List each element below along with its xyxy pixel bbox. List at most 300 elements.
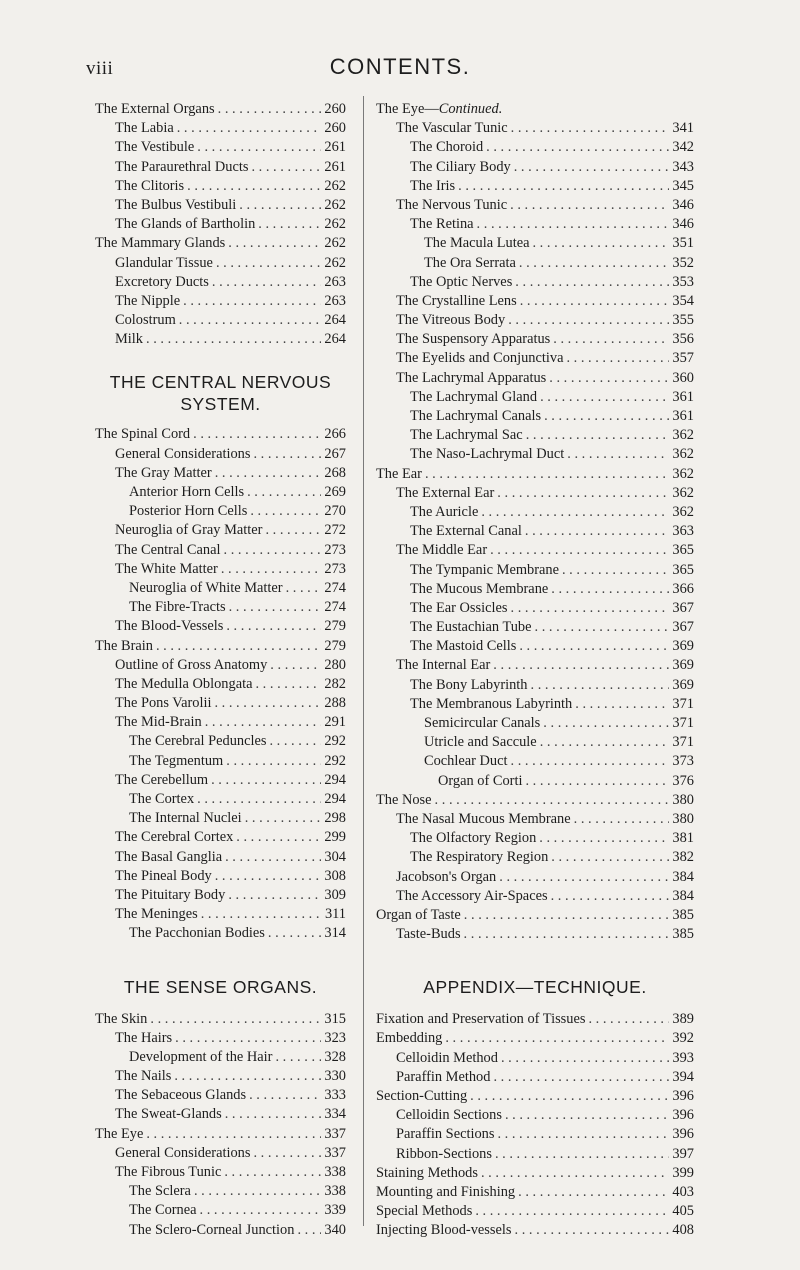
- leader-dots: [215, 867, 322, 886]
- toc-entry: [376, 158, 694, 177]
- toc-entry-page: 384: [672, 868, 694, 885]
- toc-entry-page: 403: [672, 1183, 694, 1200]
- toc-entry: [376, 1183, 694, 1202]
- toc-entry-title: The Tympanic Membrane: [410, 561, 559, 578]
- toc-block-reproductive: [95, 100, 346, 349]
- toc-entry: [95, 924, 346, 943]
- leader-dots: [490, 541, 669, 560]
- toc-entry: [376, 273, 694, 292]
- toc-entry-title: Paraffin Sections: [396, 1126, 495, 1143]
- leader-dots: [245, 809, 322, 828]
- leader-dots: [236, 828, 321, 847]
- toc-block-sense-organs: [95, 1010, 346, 1240]
- toc-entry: [95, 598, 346, 617]
- toc-entry: [95, 1105, 346, 1124]
- toc-entry-title: The Clitoris: [115, 177, 185, 194]
- toc-entry: [95, 138, 346, 157]
- toc-entry-title: Celloidin Sections: [396, 1107, 502, 1124]
- leader-dots: [508, 311, 669, 330]
- leader-dots: [515, 273, 669, 292]
- toc-entry-page: 262: [324, 235, 346, 252]
- toc-entry: [95, 867, 346, 886]
- toc-entry-page: 273: [324, 541, 346, 558]
- leader-dots: [183, 292, 321, 311]
- toc-entry-page: 369: [672, 657, 694, 674]
- toc-entry: [376, 1125, 694, 1144]
- toc-entry-title: The Gray Matter: [115, 464, 212, 481]
- toc-entry-page: 280: [324, 656, 346, 673]
- toc-entry: [376, 445, 694, 464]
- toc-block-eye-ear-nose: [376, 119, 694, 944]
- toc-entry: [376, 196, 694, 215]
- toc-entry-title: Neuroglia of Gray Matter: [115, 522, 263, 539]
- toc-entry-title: The External Ear: [396, 484, 495, 501]
- leader-dots: [470, 1087, 669, 1106]
- leader-dots: [205, 713, 322, 732]
- toc-entry-page: 328: [324, 1048, 346, 1065]
- leader-dots: [575, 695, 669, 714]
- leader-dots: [156, 637, 321, 656]
- leader-dots: [544, 407, 669, 426]
- toc-entry-title: The Middle Ear: [396, 542, 488, 559]
- toc-entry-title: The Accessory Air-Spaces: [396, 887, 548, 904]
- toc-entry-page: 304: [324, 848, 346, 865]
- leader-dots: [515, 1221, 670, 1240]
- toc-entry: [376, 906, 694, 925]
- toc-entry: [376, 369, 694, 388]
- continued-prefix: The Eye—: [376, 101, 439, 117]
- toc-entry: [376, 1221, 694, 1240]
- toc-entry-title: Neuroglia of White Matter: [129, 579, 283, 596]
- leader-dots: [150, 1010, 321, 1029]
- toc-entry: [95, 119, 346, 138]
- toc-entry: [376, 868, 694, 887]
- toc-entry-title: The Fibre-Tracts: [129, 599, 226, 616]
- leader-dots: [200, 1201, 322, 1220]
- toc-entry: [95, 254, 346, 273]
- toc-entry-page: 393: [672, 1049, 694, 1066]
- toc-entry-page: 352: [672, 254, 694, 271]
- toc-entry: [95, 617, 346, 636]
- toc-entry: [376, 561, 694, 580]
- toc-entry-page: 270: [324, 503, 346, 520]
- toc-entry: [376, 234, 694, 253]
- toc-entry: [95, 560, 346, 579]
- toc-entry-title: Organ of Corti: [438, 772, 523, 789]
- toc-entry: [95, 1201, 346, 1220]
- toc-entry-page: 315: [324, 1010, 346, 1027]
- toc-entry-page: 362: [672, 446, 694, 463]
- toc-entry-page: 361: [672, 388, 694, 405]
- toc-entry: [376, 465, 694, 484]
- toc-entry-page: 345: [672, 177, 694, 194]
- toc-entry-title: The Auricle: [410, 503, 479, 520]
- leader-dots: [525, 772, 669, 791]
- leader-dots: [197, 790, 321, 809]
- toc-entry: [95, 292, 346, 311]
- toc-entry: [95, 1221, 346, 1240]
- toc-entry-page: 396: [672, 1088, 694, 1104]
- toc-entry: [95, 1144, 346, 1163]
- toc-entry: [95, 886, 346, 905]
- leader-dots: [239, 196, 321, 215]
- toc-entry-title: The Glands of Bartholin: [115, 216, 256, 233]
- toc-entry-page: 362: [672, 465, 694, 482]
- leader-dots: [226, 752, 321, 771]
- toc-entry-page: 342: [672, 139, 694, 156]
- toc-entry-page: 373: [672, 753, 694, 770]
- leader-dots: [495, 1145, 669, 1164]
- toc-entry-page: 362: [672, 503, 694, 520]
- toc-entry-page: 365: [672, 561, 694, 578]
- toc-entry-page: 288: [324, 695, 346, 712]
- leader-dots: [215, 464, 322, 483]
- toc-entry-page: 299: [324, 829, 346, 846]
- toc-entry-title: Glandular Tissue: [115, 254, 213, 271]
- toc-entry-title: The Cerebral Cortex: [115, 829, 234, 846]
- leader-dots: [253, 1144, 321, 1163]
- toc-entry: [376, 215, 694, 234]
- toc-entry-title: The Spinal Cord: [95, 426, 191, 443]
- toc-entry: [95, 1182, 346, 1201]
- toc-entry-title: The Ora Serrata: [424, 254, 516, 271]
- leader-dots: [481, 503, 669, 522]
- toc-entry-title: The Pacchonian Bodies: [129, 925, 265, 942]
- toc-entry-title: The Lachrymal Sac: [410, 427, 523, 444]
- leader-dots: [224, 541, 322, 560]
- continued-italic: Continued.: [438, 101, 503, 117]
- leader-dots: [535, 618, 670, 637]
- toc-entry-page: 397: [672, 1145, 694, 1162]
- leader-dots: [505, 1106, 669, 1125]
- toc-entry-page: 292: [324, 733, 346, 750]
- toc-entry: [376, 887, 694, 906]
- toc-entry-title: The Sclera: [129, 1183, 191, 1200]
- toc-entry-page: 355: [672, 312, 694, 329]
- leader-dots: [518, 1183, 669, 1202]
- toc-entry-page: 408: [672, 1222, 694, 1239]
- toc-entry-page: 268: [324, 464, 346, 481]
- toc-entry-title: The Internal Ear: [396, 657, 491, 674]
- toc-entry-title: The External Organs: [95, 101, 215, 117]
- leader-dots: [526, 426, 670, 445]
- toc-entry: [376, 656, 694, 675]
- toc-entry: [95, 234, 346, 253]
- toc-entry: [95, 541, 346, 560]
- toc-entry: [95, 752, 346, 771]
- toc-entry-page: 273: [324, 560, 346, 577]
- toc-entry-page: 380: [672, 791, 694, 808]
- leader-dots: [497, 1125, 669, 1144]
- leader-dots: [194, 1182, 321, 1201]
- toc-entry-title: Outline of Gross Anatomy: [115, 656, 268, 673]
- leader-dots: [265, 521, 321, 540]
- leader-dots: [251, 158, 321, 177]
- toc-entry: [95, 1067, 346, 1086]
- toc-entry-page: 262: [324, 177, 346, 194]
- toc-entry: [376, 676, 694, 695]
- toc-entry: [376, 1049, 694, 1068]
- leader-dots: [435, 791, 670, 810]
- toc-entry-title: The Suspensory Apparatus: [396, 331, 551, 348]
- toc-entry-title: The Cortex: [129, 791, 195, 807]
- leader-dots: [464, 906, 670, 925]
- toc-entry-title: Celloidin Method: [396, 1049, 498, 1066]
- toc-entry: [376, 177, 694, 196]
- leader-dots: [201, 905, 322, 924]
- toc-entry-title: Colostrum: [115, 312, 176, 329]
- toc-entry-title: Development of the Hair: [129, 1048, 273, 1065]
- toc-entry: [376, 599, 694, 618]
- leader-dots: [540, 733, 670, 752]
- toc-entry: [376, 138, 694, 157]
- left-column: [95, 100, 346, 1240]
- toc-entry-page: 262: [324, 216, 346, 233]
- toc-entry-page: 262: [324, 254, 346, 271]
- leader-dots: [511, 599, 670, 618]
- toc-entry-page: 340: [324, 1221, 346, 1238]
- toc-entry-title: Embedding: [376, 1030, 443, 1047]
- leader-dots: [214, 694, 321, 713]
- leader-dots: [532, 234, 669, 253]
- section-title-line: SYSTEM.: [180, 394, 261, 415]
- toc-entry-title: Anterior Horn Cells: [129, 484, 245, 500]
- leader-dots: [225, 1105, 322, 1124]
- leader-dots: [525, 522, 670, 541]
- toc-entry-page: 362: [672, 484, 694, 501]
- toc-entry: [376, 695, 694, 714]
- toc-entry-title: Posterior Horn Cells: [129, 503, 248, 520]
- toc-entry: [95, 158, 346, 177]
- toc-entry-page: 366: [672, 580, 694, 597]
- leader-dots: [551, 848, 669, 867]
- leader-dots: [425, 465, 669, 484]
- leader-dots: [253, 445, 321, 464]
- toc-block-nervous-system: [95, 425, 346, 943]
- toc-entry-title: The Vestibule: [115, 139, 195, 156]
- toc-entry-title: The Hairs: [115, 1029, 173, 1046]
- toc-entry-page: 365: [672, 542, 694, 559]
- toc-entry-title: The Mid-Brain: [115, 714, 202, 731]
- continued-heading: [376, 100, 694, 119]
- leader-dots: [510, 196, 669, 215]
- toc-entry: [95, 100, 346, 119]
- leader-dots: [146, 330, 321, 349]
- toc-entry-title: General Considerations: [115, 445, 251, 462]
- toc-entry-page: 267: [324, 445, 346, 462]
- leader-dots: [553, 330, 669, 349]
- leader-dots: [567, 445, 669, 464]
- toc-entry-title: General Considerations: [115, 1144, 251, 1161]
- toc-entry: [376, 254, 694, 273]
- toc-entry-page: 356: [672, 331, 694, 348]
- column-divider: [363, 96, 364, 1226]
- leader-dots: [224, 1163, 321, 1182]
- leader-dots: [493, 656, 669, 675]
- toc-entry: [376, 1029, 694, 1048]
- toc-entry-page: 389: [672, 1011, 694, 1028]
- toc-entry-page: 272: [324, 522, 346, 539]
- toc-entry-title: The Ear: [376, 465, 422, 482]
- toc-entry-page: 384: [672, 887, 694, 904]
- toc-entry-title: The Nose: [376, 791, 432, 808]
- toc-entry-page: 362: [672, 427, 694, 444]
- toc-entry-page: 308: [324, 867, 346, 884]
- toc-entry-title: The Nervous Tunic: [396, 196, 508, 213]
- toc-entry: [95, 713, 346, 732]
- toc-entry-title: The Lachrymal Canals: [410, 408, 542, 424]
- toc-entry: [95, 732, 346, 751]
- toc-entry: [95, 1163, 346, 1182]
- toc-entry-page: 274: [324, 599, 346, 616]
- toc-entry: [376, 580, 694, 599]
- leader-dots: [497, 484, 669, 503]
- toc-entry-page: 396: [672, 1107, 694, 1124]
- toc-entry-page: 262: [324, 196, 346, 213]
- toc-entry-page: 357: [672, 350, 694, 367]
- toc-entry: [376, 1145, 694, 1164]
- toc-entry: [95, 464, 346, 483]
- toc-entry: [376, 484, 694, 503]
- toc-entry-title: Section-Cutting: [376, 1088, 468, 1104]
- toc-entry-page: 381: [672, 830, 694, 847]
- leader-dots: [574, 810, 670, 829]
- leader-dots: [211, 771, 321, 790]
- toc-entry-title: The Sclero-Corneal Junction: [129, 1221, 295, 1238]
- leader-dots: [477, 215, 670, 234]
- toc-entry-title: Injecting Blood-vessels: [376, 1222, 512, 1239]
- toc-entry: [376, 330, 694, 349]
- leader-dots: [174, 1067, 321, 1086]
- toc-entry-page: 341: [672, 120, 694, 137]
- toc-entry-title: The Bony Labyrinth: [410, 676, 528, 693]
- toc-entry-page: 323: [324, 1029, 346, 1046]
- toc-entry: [376, 925, 694, 944]
- toc-entry-title: The Central Canal: [115, 541, 221, 558]
- toc-entry: [376, 522, 694, 541]
- toc-entry: [376, 503, 694, 522]
- toc-entry-title: The Lachrymal Apparatus: [396, 369, 547, 386]
- leader-dots: [475, 1202, 669, 1221]
- toc-entry-title: The Mastoid Cells: [410, 638, 517, 655]
- toc-entry-page: 394: [672, 1068, 694, 1085]
- toc-entry-title: The Basal Ganglia: [115, 848, 223, 865]
- leader-dots: [218, 100, 322, 119]
- toc-entry: [95, 771, 346, 790]
- toc-entry-title: The Iris: [410, 177, 456, 194]
- toc-entry-title: The Macula Lutea: [424, 235, 530, 252]
- toc-entry: [95, 177, 346, 196]
- toc-entry-title: The External Canal: [410, 523, 522, 540]
- toc-entry-page: 298: [324, 810, 346, 827]
- toc-entry-title: The Pineal Body: [115, 867, 212, 884]
- toc-entry: [95, 809, 346, 828]
- leader-dots: [221, 560, 322, 579]
- toc-entry-title: The Eustachian Tube: [410, 619, 532, 636]
- toc-entry-title: The Vitreous Body: [396, 312, 506, 329]
- toc-entry-page: 311: [324, 906, 346, 923]
- toc-entry: [95, 196, 346, 215]
- toc-entry-title: The Mucous Membrane: [410, 580, 549, 597]
- toc-entry-title: The Eye: [95, 1125, 144, 1142]
- toc-entry-page: 282: [324, 675, 346, 692]
- toc-entry: [95, 579, 346, 598]
- toc-entry-title: The Olfactory Region: [410, 830, 537, 847]
- leader-dots: [228, 234, 321, 253]
- leader-dots: [588, 1010, 669, 1029]
- leader-dots: [519, 637, 669, 656]
- toc-entry-page: 371: [672, 715, 694, 731]
- toc-entry: [376, 292, 694, 311]
- toc-entry-page: 269: [324, 484, 346, 500]
- leader-dots: [549, 369, 669, 388]
- section-title-line: THE CENTRAL NERVOUS: [109, 372, 332, 393]
- running-title: CONTENTS.: [329, 54, 471, 79]
- toc-entry-page: 380: [672, 810, 694, 827]
- leader-dots: [493, 1068, 669, 1087]
- toc-entry-title: The Skin: [95, 1010, 148, 1027]
- toc-entry-page: 292: [324, 752, 346, 769]
- toc-entry-page: 264: [324, 331, 346, 348]
- leader-dots: [216, 254, 321, 273]
- toc-entry: [95, 1029, 346, 1048]
- toc-entry-page: 360: [672, 369, 694, 386]
- toc-entry: [376, 810, 694, 829]
- toc-entry: [376, 714, 694, 733]
- toc-entry: [376, 388, 694, 407]
- toc-entry: [376, 1010, 694, 1029]
- toc-entry-title: The Pons Varolii: [115, 695, 212, 712]
- leader-dots: [501, 1049, 669, 1068]
- toc-entry: [376, 541, 694, 560]
- toc-entry-title: The Internal Nuclei: [129, 810, 242, 827]
- toc-entry-page: 371: [672, 734, 694, 751]
- toc-entry: [376, 407, 694, 426]
- toc-entry: [376, 1202, 694, 1221]
- leader-dots: [486, 138, 669, 157]
- leader-dots: [539, 829, 669, 848]
- leader-dots: [499, 868, 669, 887]
- toc-entry-title: The Naso-Lachrymal Duct: [410, 446, 565, 463]
- toc-entry-title: Taste-Buds: [396, 926, 461, 943]
- toc-entry: [376, 349, 694, 368]
- section-title-sense-organs: THE SENSE ORGANS.: [123, 976, 318, 997]
- leader-dots: [268, 924, 322, 943]
- toc-entry-title: Ribbon-Sections: [396, 1145, 492, 1162]
- toc-entry-title: Cochlear Duct: [424, 753, 508, 770]
- leader-dots: [543, 714, 669, 733]
- toc-entry-page: 354: [672, 292, 694, 309]
- toc-entry-title: The Bulbus Vestibuli: [115, 196, 237, 213]
- toc-entry-page: 369: [672, 638, 694, 655]
- toc-entry-page: 338: [324, 1183, 346, 1200]
- toc-entry-page: 263: [324, 273, 346, 290]
- toc-entry-title: The Optic Nerves: [410, 273, 513, 290]
- toc-entry: [95, 905, 346, 924]
- toc-entry: [95, 675, 346, 694]
- toc-entry-title: Organ of Taste: [376, 906, 461, 923]
- toc-entry-page: 314: [324, 925, 346, 942]
- leader-dots: [566, 349, 669, 368]
- toc-entry-page: 309: [324, 886, 346, 903]
- toc-entry-title: The Meninges: [115, 906, 198, 923]
- leader-dots: [229, 598, 322, 617]
- leader-dots: [225, 848, 321, 867]
- leader-dots: [458, 177, 669, 196]
- toc-entry-title: The Cerebellum: [115, 771, 209, 788]
- toc-entry: [376, 426, 694, 445]
- toc-entry-page: 346: [672, 216, 694, 233]
